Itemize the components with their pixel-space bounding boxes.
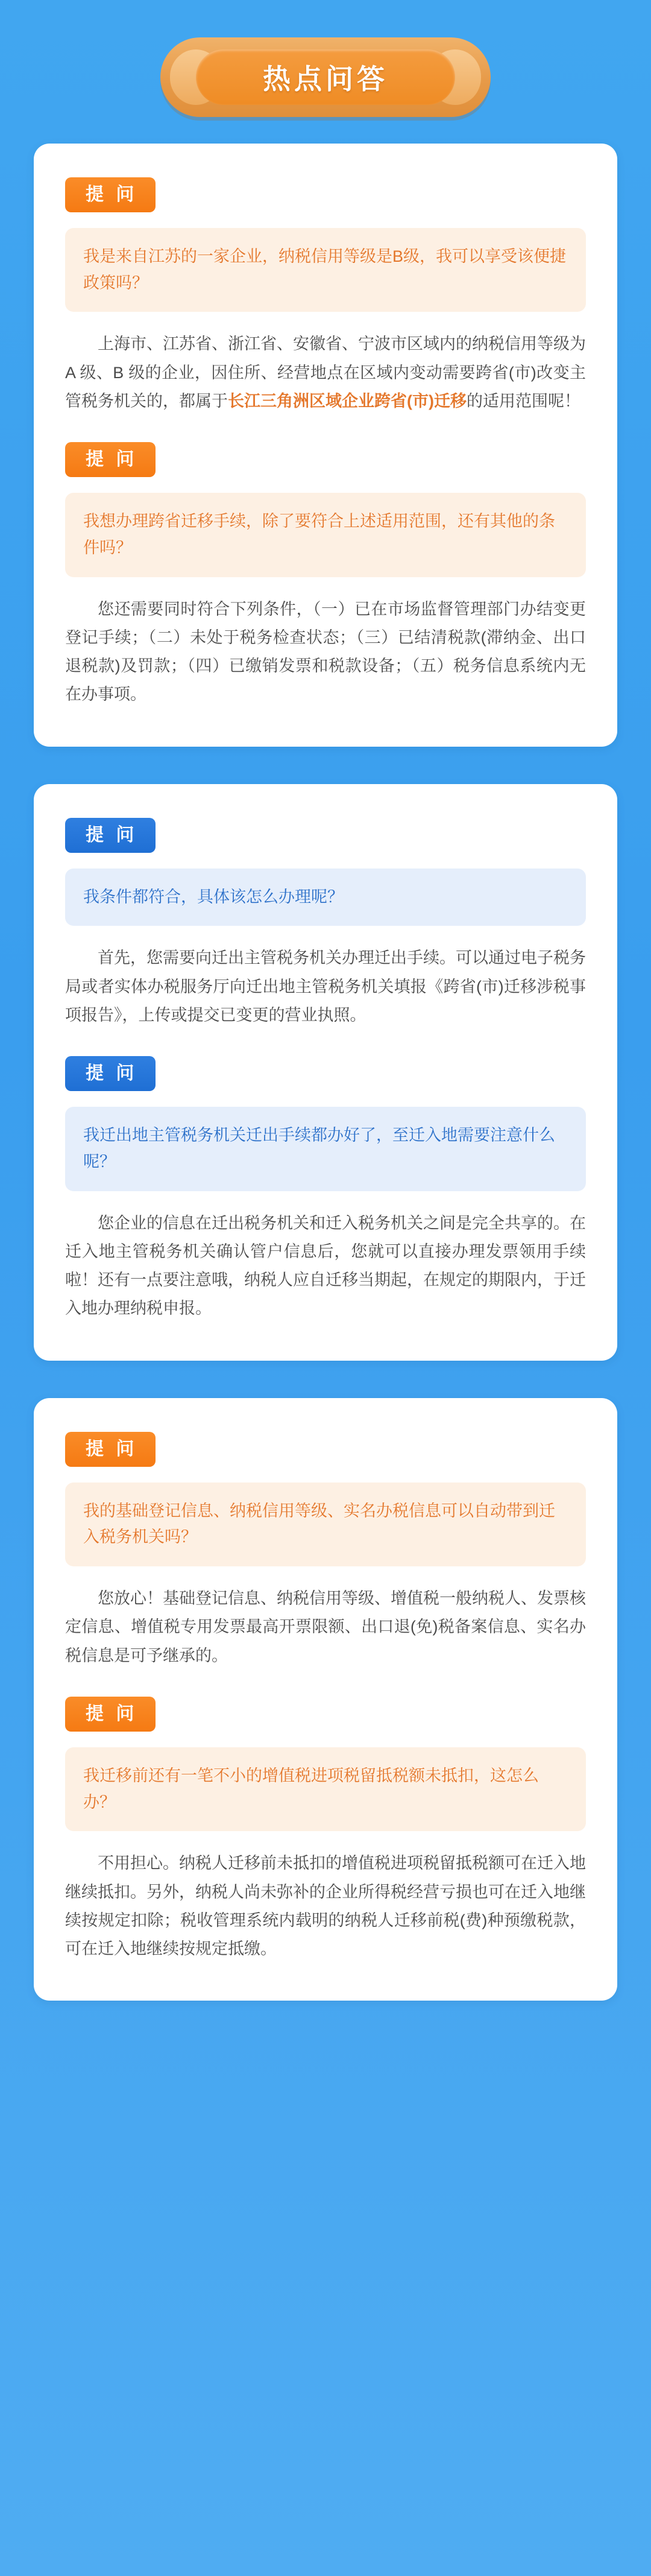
- answer-part: 的适用范围呢！: [466, 391, 580, 410]
- qa-item: [65, 442, 586, 709]
- answer-text: 您放心！基础登记信息、纳税信用等级、增值税一般纳税人、发票核定信息、增值税专用发票最高开票限额、出口退(免)税备案信息、实名办税信息是可予继承的。: [65, 1589, 586, 1665]
- question-text: 我是来自江苏的一家企业，纳税信用等级是B级，我可以享受该便捷政策吗？: [65, 228, 586, 312]
- question-text: 我条件都符合，具体该怎么办理呢？: [65, 869, 586, 926]
- question-text: 我的基础登记信息、纳税信用等级、实名办税信息可以自动带到迁入税务机关吗？: [65, 1483, 586, 1566]
- qa-card: [34, 1398, 617, 2001]
- qa-item: [65, 1432, 586, 1670]
- question-text: 我迁出地主管税务机关迁出手续都办好了，至迁入地需要注意什么呢？: [65, 1107, 586, 1191]
- qa-item: [65, 1697, 586, 1963]
- answer-text: 您企业的信息在迁出税务机关和迁入税务机关之间是完全共享的。在迁入地主管税务机关确认管户信息后，您就可以直接办理发票领用手续啦！还有一点要注意哦，纳税人应自迁移当期起，在规定的期限内，于迁入地办理纳税申报。: [65, 1214, 586, 1318]
- answer-text: 您还需要同时符合下列条件，（一）已在市场监督管理部门办结变更登记手续；（二）未处于税务检查状态；（三）已结清税款(滞纳金、出口退税款)及罚款；（四）已缴销发票和税款设备；（五）税务信息系统内无在办事项。: [65, 600, 586, 704]
- qa-item: [65, 177, 586, 416]
- banner-shape: [160, 37, 491, 117]
- qa-item: [65, 1056, 586, 1323]
- page-title: 热点问答: [263, 63, 388, 95]
- qa-item: [65, 818, 586, 1030]
- answer-text: 不用担心。纳税人迁移前未抵扣的增值税进项税留抵税额可在迁入地继续抵扣。另外，纳税人尚未弥补的企业所得税经营亏损也可在迁入地继续按规定扣除；税收管理系统内载明的纳税人迁移前税(费)种预缴税款，可在迁入地继续按规定抵缴。: [65, 1854, 586, 1958]
- qa-card: [34, 144, 617, 747]
- question-text: 我想办理跨省迁移手续，除了要符合上述适用范围，还有其他的条件吗？: [65, 493, 586, 577]
- banner-inner: [196, 49, 455, 105]
- question-text: 我迁移前还有一笔不小的增值税进项税留抵税额未抵扣，这怎么办？: [65, 1747, 586, 1831]
- ask-tag: 提 问: [65, 177, 156, 212]
- ask-tag: 提 问: [65, 1697, 156, 1732]
- ask-tag: 提 问: [65, 818, 156, 853]
- answer-part: 上海市、江苏省、浙江省、安徽省、宁波市区域内的纳税信用等级为 A 级、B 级的企业，因住所、经营地点在区域内变动需要跨省(市)改变主管税务机关的，都属于: [65, 335, 586, 410]
- ask-tag: 提 问: [65, 1432, 156, 1467]
- ask-tag: 提 问: [65, 1056, 156, 1091]
- answer-highlight: 长江三角洲区域企业跨省(市)迁移: [228, 391, 467, 410]
- answer-text: 首先，您需要向迁出主管税务机关办理迁出手续。可以通过电子税务局或者实体办税服务厅向迁出地主管税务机关填报《跨省(市)迁移涉税事项报告》，上传或提交已变更的营业执照。: [65, 949, 586, 1024]
- ask-tag: 提 问: [65, 442, 156, 477]
- answer-text: [65, 330, 586, 416]
- header-banner: [0, 0, 651, 144]
- qa-card: [34, 784, 617, 1361]
